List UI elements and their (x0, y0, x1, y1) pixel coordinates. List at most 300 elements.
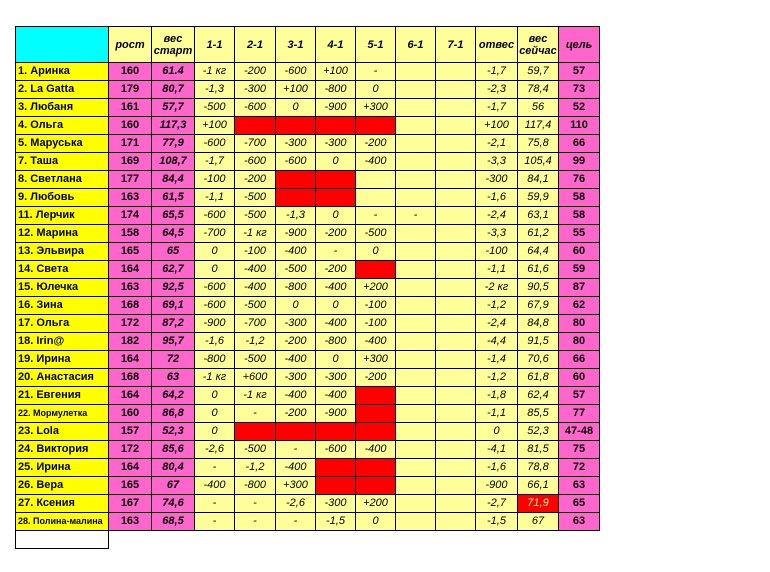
current-weight-cell: 71,9 (518, 495, 559, 513)
start-weight-cell: 85,6 (152, 441, 195, 459)
table-row (16, 207, 600, 225)
height-cell: 167 (109, 495, 152, 513)
week-3-cell: -300 (276, 369, 316, 387)
table-row (16, 441, 600, 459)
week-4-cell: 0 (316, 351, 356, 369)
week-3-cell: -500 (276, 261, 316, 279)
header-otves: отвес (476, 27, 518, 63)
week-2-cell: -500 (235, 351, 276, 369)
week-6-cell (396, 153, 436, 171)
participant-name: 24. Виктория (16, 441, 109, 459)
start-weight-cell: 69,1 (152, 297, 195, 315)
table-row (16, 459, 600, 477)
empty-cell (396, 531, 436, 549)
table-row (16, 297, 600, 315)
week-6-cell (396, 225, 436, 243)
participant-name: 22. Мормулетка (16, 405, 109, 423)
empty-name-cell (16, 531, 109, 549)
current-weight-cell: 117,4 (518, 117, 559, 135)
week-3-cell (276, 189, 316, 207)
current-weight-cell: 91,5 (518, 333, 559, 351)
table-row (16, 495, 600, 513)
week-5-cell (356, 261, 396, 279)
week-1-cell: - (195, 513, 235, 531)
height-cell: 158 (109, 225, 152, 243)
participant-name: 8. Светлана (16, 171, 109, 189)
week-3-cell: -900 (276, 225, 316, 243)
week-2-cell: -700 (235, 135, 276, 153)
week-3-cell: -400 (276, 387, 316, 405)
current-weight-cell: 67 (518, 513, 559, 531)
current-weight-cell: 62,4 (518, 387, 559, 405)
week-4-cell: -400 (316, 315, 356, 333)
participant-name: 21. Евгения (16, 387, 109, 405)
current-weight-cell: 105,4 (518, 153, 559, 171)
goal-cell: 66 (559, 135, 600, 153)
week-5-cell: 0 (356, 513, 396, 531)
week-5-cell: 0 (356, 243, 396, 261)
current-weight-cell: 85,5 (518, 405, 559, 423)
goal-cell: 65 (559, 495, 600, 513)
header-week-2: 2-1 (235, 27, 276, 63)
week-7-cell (436, 405, 476, 423)
current-weight-cell: 52,3 (518, 423, 559, 441)
height-cell: 165 (109, 477, 152, 495)
week-5-cell: -100 (356, 315, 396, 333)
week-7-cell (436, 81, 476, 99)
week-3-cell: -200 (276, 405, 316, 423)
participant-name: 26. Вера (16, 477, 109, 495)
empty-cell (195, 531, 235, 549)
height-cell: 172 (109, 441, 152, 459)
empty-cell (109, 531, 152, 549)
week-6-cell (396, 441, 436, 459)
week-4-cell (316, 423, 356, 441)
week-3-cell: -400 (276, 459, 316, 477)
week-5-cell: -400 (356, 441, 396, 459)
week-3-cell: -600 (276, 63, 316, 81)
total-loss-cell: -1,6 (476, 189, 518, 207)
height-cell: 160 (109, 117, 152, 135)
empty-cell (316, 531, 356, 549)
week-1-cell: 0 (195, 423, 235, 441)
total-loss-cell: -1,6 (476, 459, 518, 477)
week-1-cell: +100 (195, 117, 235, 135)
height-cell: 182 (109, 333, 152, 351)
total-loss-cell: -4,1 (476, 441, 518, 459)
total-loss-cell: -1,5 (476, 513, 518, 531)
total-loss-cell: +100 (476, 117, 518, 135)
goal-cell: 66 (559, 351, 600, 369)
participant-name: 18. Irin@ (16, 333, 109, 351)
table-row (16, 99, 600, 117)
total-loss-cell: -3,3 (476, 153, 518, 171)
week-1-cell: -2,6 (195, 441, 235, 459)
week-4-cell: -300 (316, 495, 356, 513)
current-weight-cell: 61,8 (518, 369, 559, 387)
header-row (16, 27, 600, 63)
week-2-cell: -200 (235, 63, 276, 81)
week-1-cell: -1 кг (195, 369, 235, 387)
total-loss-cell: -1,7 (476, 63, 518, 81)
start-weight-cell: 92,5 (152, 279, 195, 297)
week-7-cell (436, 135, 476, 153)
week-7-cell (436, 279, 476, 297)
table-row (16, 315, 600, 333)
table-row (16, 405, 600, 423)
week-1-cell: -600 (195, 207, 235, 225)
week-3-cell: - (276, 513, 316, 531)
current-weight-cell: 90,5 (518, 279, 559, 297)
weight-loss-table (15, 26, 600, 549)
start-weight-cell: 68,5 (152, 513, 195, 531)
height-cell: 163 (109, 279, 152, 297)
start-weight-cell: 65,5 (152, 207, 195, 225)
week-2-cell: -800 (235, 477, 276, 495)
table-row (16, 189, 600, 207)
goal-cell: 47-48 (559, 423, 600, 441)
start-weight-cell: 64,2 (152, 387, 195, 405)
goal-cell: 57 (559, 63, 600, 81)
start-weight-cell: 95,7 (152, 333, 195, 351)
height-cell: 177 (109, 171, 152, 189)
height-cell: 168 (109, 369, 152, 387)
height-cell: 174 (109, 207, 152, 225)
start-weight-cell: 57,7 (152, 99, 195, 117)
table-row (16, 153, 600, 171)
goal-cell: 75 (559, 441, 600, 459)
week-2-cell: -500 (235, 441, 276, 459)
empty-cell (559, 531, 600, 549)
week-5-cell: - (356, 63, 396, 81)
height-cell: 171 (109, 135, 152, 153)
week-3-cell: -800 (276, 279, 316, 297)
week-7-cell (436, 297, 476, 315)
participant-name: 13. Эльвира (16, 243, 109, 261)
height-cell: 160 (109, 405, 152, 423)
week-4-cell: -400 (316, 387, 356, 405)
current-weight-cell: 78,8 (518, 459, 559, 477)
goal-cell: 80 (559, 333, 600, 351)
participant-name: 28. Полина-малина (16, 513, 109, 531)
week-4-cell (316, 171, 356, 189)
week-7-cell (436, 495, 476, 513)
week-1-cell: 0 (195, 243, 235, 261)
participant-name: 2. La Gatta (16, 81, 109, 99)
height-cell: 172 (109, 315, 152, 333)
total-loss-cell: -2 кг (476, 279, 518, 297)
table-row (16, 81, 600, 99)
week-2-cell: -400 (235, 261, 276, 279)
week-3-cell: -300 (276, 135, 316, 153)
week-5-cell: -200 (356, 135, 396, 153)
empty-cell (476, 531, 518, 549)
week-2-cell: -500 (235, 189, 276, 207)
total-loss-cell: -1,2 (476, 297, 518, 315)
table-row (16, 333, 600, 351)
week-2-cell: -600 (235, 153, 276, 171)
week-7-cell (436, 261, 476, 279)
empty-cell (276, 531, 316, 549)
week-6-cell (396, 405, 436, 423)
height-cell: 161 (109, 99, 152, 117)
week-4-cell: 0 (316, 153, 356, 171)
header-week-3: 3-1 (276, 27, 316, 63)
week-2-cell: - (235, 495, 276, 513)
table-row (16, 477, 600, 495)
header-blank (16, 27, 109, 63)
week-4-cell: - (316, 243, 356, 261)
goal-cell: 73 (559, 81, 600, 99)
empty-cell (235, 531, 276, 549)
week-7-cell (436, 459, 476, 477)
goal-cell: 63 (559, 477, 600, 495)
participant-name: 16. Зина (16, 297, 109, 315)
table-row (16, 243, 600, 261)
participant-name: 20. Анастасия (16, 369, 109, 387)
week-5-cell (356, 117, 396, 135)
participant-name: 15. Юлечка (16, 279, 109, 297)
total-loss-cell: -100 (476, 243, 518, 261)
week-1-cell: -800 (195, 351, 235, 369)
current-weight-cell: 59,9 (518, 189, 559, 207)
week-1-cell: -600 (195, 135, 235, 153)
participant-name: 27. Ксения (16, 495, 109, 513)
start-weight-cell: 52,3 (152, 423, 195, 441)
participant-name: 7. Таша (16, 153, 109, 171)
total-loss-cell: -2,1 (476, 135, 518, 153)
week-1-cell: - (195, 495, 235, 513)
week-2-cell: +600 (235, 369, 276, 387)
header-week-5: 5-1 (356, 27, 396, 63)
week-7-cell (436, 315, 476, 333)
goal-cell: 60 (559, 243, 600, 261)
current-weight-cell: 63,1 (518, 207, 559, 225)
week-6-cell (396, 297, 436, 315)
goal-cell: 58 (559, 189, 600, 207)
current-weight-cell: 56 (518, 99, 559, 117)
current-weight-cell: 61,6 (518, 261, 559, 279)
week-4-cell: -300 (316, 135, 356, 153)
start-weight-cell: 74,6 (152, 495, 195, 513)
goal-cell: 59 (559, 261, 600, 279)
week-1-cell: -600 (195, 297, 235, 315)
start-weight-cell: 61,5 (152, 189, 195, 207)
week-6-cell (396, 315, 436, 333)
week-3-cell: 0 (276, 297, 316, 315)
table-row (16, 351, 600, 369)
week-4-cell: 0 (316, 207, 356, 225)
header-week-6: 6-1 (396, 27, 436, 63)
goal-cell: 58 (559, 207, 600, 225)
week-3-cell (276, 117, 316, 135)
week-4-cell: -200 (316, 261, 356, 279)
week-7-cell (436, 351, 476, 369)
week-5-cell: - (356, 207, 396, 225)
week-7-cell (436, 441, 476, 459)
week-3-cell: +300 (276, 477, 316, 495)
week-6-cell (396, 387, 436, 405)
header-ves-start: вес старт (152, 27, 195, 63)
week-4-cell: -800 (316, 333, 356, 351)
week-5-cell: -500 (356, 225, 396, 243)
week-4-cell: -900 (316, 99, 356, 117)
week-5-cell: 0 (356, 81, 396, 99)
week-5-cell: +200 (356, 495, 396, 513)
week-4-cell: -400 (316, 279, 356, 297)
goal-cell: 77 (559, 405, 600, 423)
start-weight-cell: 80,7 (152, 81, 195, 99)
week-5-cell (356, 423, 396, 441)
current-weight-cell: 78,4 (518, 81, 559, 99)
week-7-cell (436, 99, 476, 117)
week-5-cell (356, 189, 396, 207)
total-loss-cell: 0 (476, 423, 518, 441)
table-row (16, 225, 600, 243)
goal-cell: 63 (559, 513, 600, 531)
week-7-cell (436, 423, 476, 441)
week-1-cell: -500 (195, 99, 235, 117)
week-3-cell: -200 (276, 333, 316, 351)
participant-name: 12. Марина (16, 225, 109, 243)
current-weight-cell: 59,7 (518, 63, 559, 81)
current-weight-cell: 75,8 (518, 135, 559, 153)
week-4-cell (316, 189, 356, 207)
week-7-cell (436, 153, 476, 171)
week-7-cell (436, 333, 476, 351)
week-2-cell: -1,2 (235, 333, 276, 351)
start-weight-cell: 84,4 (152, 171, 195, 189)
participant-name: 14. Света (16, 261, 109, 279)
empty-row (16, 531, 600, 549)
week-5-cell (356, 477, 396, 495)
current-weight-cell: 61,2 (518, 225, 559, 243)
goal-cell: 52 (559, 99, 600, 117)
height-cell: 164 (109, 261, 152, 279)
total-loss-cell: -1,1 (476, 261, 518, 279)
week-7-cell (436, 171, 476, 189)
week-6-cell (396, 477, 436, 495)
participant-name: 25. Ирина (16, 459, 109, 477)
week-4-cell (316, 459, 356, 477)
week-3-cell: +100 (276, 81, 316, 99)
week-1-cell: -1,1 (195, 189, 235, 207)
week-6-cell (396, 279, 436, 297)
start-weight-cell: 87,2 (152, 315, 195, 333)
start-weight-cell: 63 (152, 369, 195, 387)
goal-cell: 99 (559, 153, 600, 171)
week-4-cell: +100 (316, 63, 356, 81)
week-4-cell: -900 (316, 405, 356, 423)
empty-cell (436, 531, 476, 549)
week-3-cell: 0 (276, 99, 316, 117)
week-6-cell (396, 423, 436, 441)
week-3-cell: -2,6 (276, 495, 316, 513)
current-weight-cell: 81,5 (518, 441, 559, 459)
table-row (16, 513, 600, 531)
week-1-cell: -1,6 (195, 333, 235, 351)
week-5-cell (356, 459, 396, 477)
goal-cell: 57 (559, 387, 600, 405)
week-2-cell: - (235, 405, 276, 423)
week-7-cell (436, 225, 476, 243)
participant-name: 11. Лерчик (16, 207, 109, 225)
participant-name: 9. Любовь (16, 189, 109, 207)
week-1-cell: 0 (195, 405, 235, 423)
week-5-cell (356, 387, 396, 405)
header-ves-now: вес сейчас (518, 27, 559, 63)
total-loss-cell: -300 (476, 171, 518, 189)
total-loss-cell: -1,8 (476, 387, 518, 405)
current-weight-cell: 70,6 (518, 351, 559, 369)
week-4-cell: -600 (316, 441, 356, 459)
table-row (16, 63, 600, 81)
goal-cell: 87 (559, 279, 600, 297)
week-6-cell (396, 135, 436, 153)
participant-name: 1. Аринка (16, 63, 109, 81)
height-cell: 164 (109, 387, 152, 405)
height-cell: 163 (109, 189, 152, 207)
week-7-cell (436, 387, 476, 405)
week-5-cell: +300 (356, 351, 396, 369)
week-3-cell: -600 (276, 153, 316, 171)
start-weight-cell: 117,3 (152, 117, 195, 135)
week-6-cell (396, 243, 436, 261)
week-1-cell: 0 (195, 387, 235, 405)
week-6-cell (396, 189, 436, 207)
participant-name: 5. Маруська (16, 135, 109, 153)
total-loss-cell: -4,4 (476, 333, 518, 351)
participant-name: 23. Lola (16, 423, 109, 441)
goal-cell: 110 (559, 117, 600, 135)
total-loss-cell: -2,7 (476, 495, 518, 513)
table-row (16, 369, 600, 387)
table-row (16, 279, 600, 297)
table-row (16, 135, 600, 153)
total-loss-cell: -2,4 (476, 207, 518, 225)
height-cell: 164 (109, 351, 152, 369)
week-4-cell: 0 (316, 297, 356, 315)
participant-name: 17. Ольга (16, 315, 109, 333)
week-3-cell: - (276, 441, 316, 459)
table-row (16, 423, 600, 441)
week-2-cell: -500 (235, 297, 276, 315)
week-3-cell: -300 (276, 315, 316, 333)
total-loss-cell: -1,4 (476, 351, 518, 369)
week-4-cell (316, 117, 356, 135)
start-weight-cell: 77,9 (152, 135, 195, 153)
week-7-cell (436, 63, 476, 81)
week-3-cell: -400 (276, 243, 316, 261)
total-loss-cell: -1,2 (476, 369, 518, 387)
week-6-cell (396, 117, 436, 135)
week-5-cell: -400 (356, 153, 396, 171)
table-row (16, 117, 600, 135)
week-6-cell (396, 81, 436, 99)
empty-cell (356, 531, 396, 549)
week-4-cell: -800 (316, 81, 356, 99)
header-week-7: 7-1 (436, 27, 476, 63)
week-6-cell (396, 261, 436, 279)
empty-cell (152, 531, 195, 549)
week-1-cell: 0 (195, 261, 235, 279)
week-2-cell: -200 (235, 171, 276, 189)
week-5-cell: -400 (356, 333, 396, 351)
week-2-cell: -400 (235, 279, 276, 297)
week-2-cell: -100 (235, 243, 276, 261)
current-weight-cell: 66,1 (518, 477, 559, 495)
week-1-cell: -100 (195, 171, 235, 189)
